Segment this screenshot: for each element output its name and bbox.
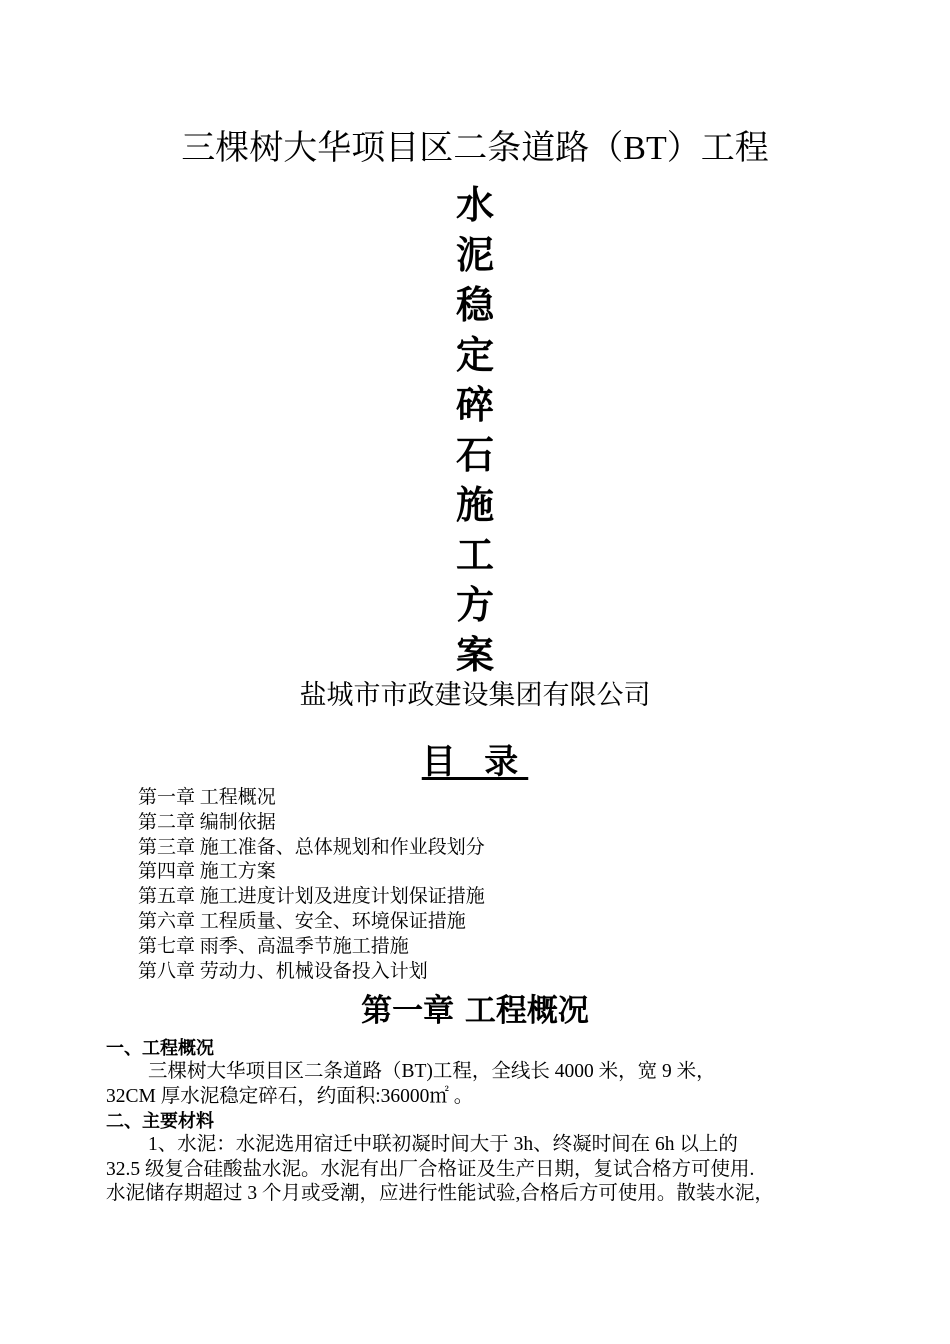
paragraph-line: 三棵树大华项目区二条道路（BT)工程，全线长 4000 米，宽 9 米， xyxy=(148,1061,716,1082)
toc-item[interactable]: 第五章 施工进度计划及进度计划保证措施 xyxy=(138,886,485,908)
paragraph-line: 32.5 级复合硅酸盐水泥。水泥有出厂合格证及生产日期，复试合格方可使用. xyxy=(106,1158,755,1180)
paragraph-line: 32CM 厚水泥稳定碎石，约面积:36000㎡ 。 xyxy=(106,1085,474,1107)
main-title-char: 方 xyxy=(455,583,494,627)
main-title-char: 工 xyxy=(455,533,494,577)
toc-item[interactable]: 第六章 工程质量、安全、环境保证措施 xyxy=(138,910,466,932)
project-title: 三棵树大华项目区二条道路（BT）工程 xyxy=(181,130,769,167)
toc-item[interactable]: 第四章 施工方案 xyxy=(138,861,276,883)
main-title-char: 定 xyxy=(455,333,494,377)
paragraph-line: 水泥储存期超过 3 个月或受潮，应进行性能试验,合格后方可使用。散装水泥， xyxy=(106,1183,774,1204)
section-paragraph xyxy=(106,1133,850,1207)
toc-heading xyxy=(0,740,950,786)
company-name: 盐城市市政建设集团有限公司 xyxy=(299,680,651,710)
section-paragraph xyxy=(106,1060,850,1109)
section-heading: 一、工程概况 xyxy=(106,1038,214,1059)
main-title-char: 水 xyxy=(455,183,494,227)
main-title-char: 案 xyxy=(455,633,494,677)
table-of-contents xyxy=(138,786,485,984)
main-title-char: 碎 xyxy=(455,383,494,427)
main-title-char: 施 xyxy=(455,483,494,527)
toc-heading-text: 目 录 xyxy=(421,744,529,781)
main-title-char: 石 xyxy=(455,433,494,477)
main-title-char: 稳 xyxy=(455,283,494,327)
paragraph-line: 1、水泥：水泥选用宿迁中联初凝时间大于 3h、终凝时间在 6h 以上的 xyxy=(148,1134,738,1155)
toc-item[interactable]: 第三章 施工准备、总体规划和作业段划分 xyxy=(138,836,485,858)
toc-item[interactable]: 第一章 工程概况 xyxy=(138,787,276,808)
toc-item[interactable]: 第八章 劳动力、机械设备投入计划 xyxy=(138,960,428,982)
section-heading: 二、主要材料 xyxy=(106,1111,214,1132)
main-title-vertical xyxy=(425,180,525,680)
chapter-heading: 第一章 工程概况 xyxy=(361,993,589,1029)
toc-item[interactable]: 第七章 雨季、高温季节施工措施 xyxy=(138,935,409,957)
main-title-char: 泥 xyxy=(455,233,494,277)
toc-item[interactable]: 第二章 编制依据 xyxy=(138,811,276,833)
